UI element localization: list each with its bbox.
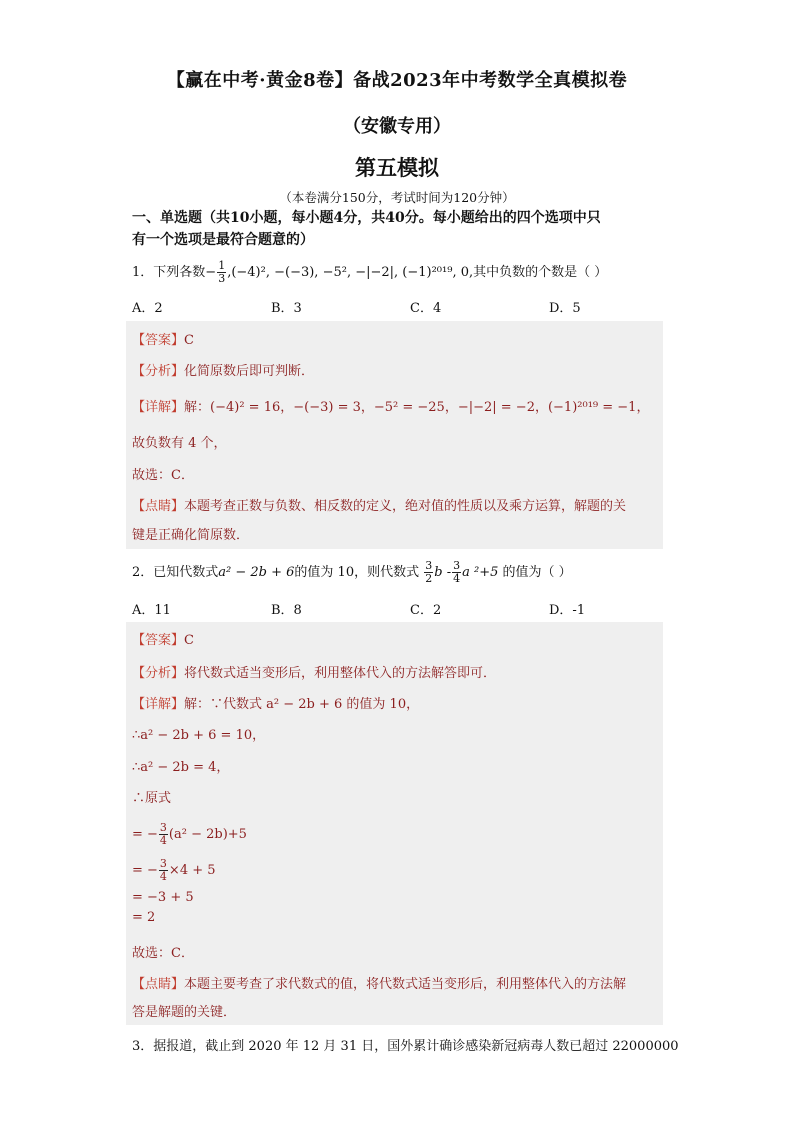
section-heading xyxy=(132,207,672,251)
q2-prefix: 2．已知代数式 xyxy=(132,565,219,580)
q2-mid: 的值为 10，则代数式 xyxy=(294,565,420,580)
q1-suffix: 其中负数的个数是（ ） xyxy=(473,265,608,280)
q2-option-b: B．8 xyxy=(271,603,302,618)
q2-option-c: C．2 xyxy=(410,603,442,618)
q1-answer: 【答案】C xyxy=(132,333,194,348)
q1-option-a: A．2 xyxy=(132,301,163,316)
q1-stem: 1．下列各数− $\frac{1}{3}$ ,(−4)², −(−3), −5², −|−2|, (−1)²⁰¹⁹, 0,其中负数的个数是（ ） xyxy=(132,259,608,285)
q3-stem: 3．据报道，截止到 2020 年 12 月 31 日，国外累计确诊感染新冠病毒人数已超过 22000000 xyxy=(132,1039,679,1054)
q1-option-c: C．4 xyxy=(410,301,442,316)
q1-detail: 【详解】解：(−4)² = 16，−(−3) = 3，−5² = −25，−|−2| = −2，(−1)²⁰¹⁹ = −1， xyxy=(132,400,650,415)
q1-choice: 故选：C． xyxy=(132,468,194,483)
q1-option-d: D．5 xyxy=(549,301,581,316)
q1-analysis: 【分析】化简原数后即可判断． xyxy=(132,364,315,379)
q1-negative-count: 故负数有 4 个， xyxy=(132,436,227,451)
q2-stem xyxy=(132,560,572,585)
q2-fraction-1: $\frac{3}{2}$ xyxy=(425,559,433,585)
q2-fraction-2: $\frac{3}{4}$ xyxy=(453,559,461,585)
q2-step4: = − $\frac{3}{4}$ (a² − 2b)+5 xyxy=(132,821,247,847)
exam-title: 【赢在中考·黄金8卷】备战2023年中考数学全真模拟卷 xyxy=(166,70,628,91)
q2-tail: a ²+5 xyxy=(462,565,499,580)
q1-comment-line1: 【点睛】本题考查正数与负数、相反数的定义，绝对值的性质以及乘方运算，解题的关 xyxy=(132,499,627,514)
q2-step1: ∴a² − 2b + 6 = 10， xyxy=(132,728,266,743)
q2-option-a: A．11 xyxy=(132,603,171,618)
q2-minus: - xyxy=(446,565,452,580)
q2-analysis: 【分析】将代数式适当变形后，利用整体代入的方法解答即可． xyxy=(132,666,497,681)
q1-comment-line2: 键是正确化简原数． xyxy=(132,528,250,543)
exam-subtitle: （本卷满分150分，考试时间为120分钟） xyxy=(279,190,515,205)
exam-set-title: 第五模拟 xyxy=(355,155,439,180)
q2-choice: 故选：C． xyxy=(132,946,194,961)
q1-prefix: 1．下列各数 xyxy=(132,265,206,280)
q2-answer: 【答案】C xyxy=(132,633,194,648)
section-heading-line1: 一、单选题（共10小题，每小题4分，共40分。每小题给出的四个选项中只 xyxy=(132,210,601,226)
section-heading-line2: 有一个选项是最符合题意的） xyxy=(132,232,314,248)
q1-number-list: ,(−4)², −(−3), −5², −|−2|, (−1)²⁰¹⁹, 0, xyxy=(227,265,474,280)
q2-detail: 【详解】解：∵代数式 a² − 2b + 6 的值为 10， xyxy=(132,697,420,712)
q2-comment-line2: 答是解题的关键． xyxy=(132,1005,237,1020)
exam-region: （安徽专用） xyxy=(343,116,451,137)
q2-step3: ∴原式 xyxy=(132,791,172,806)
q2-step6: = −3 + 5 xyxy=(132,890,194,905)
q2-var-b: b xyxy=(434,565,443,580)
q2-option-d: D．-1 xyxy=(549,603,586,618)
q2-step7: = 2 xyxy=(132,910,156,925)
q2-expr: a² − 2b + 6 xyxy=(218,565,295,580)
q2-comment-line1: 【点睛】本题主要考查了求代数式的值，将代数式适当变形后，利用整体代入的方法解 xyxy=(132,977,627,992)
q1-fraction: $\frac{1}{3}$ xyxy=(218,259,226,285)
q2-suffix: 的值为（ ） xyxy=(502,565,572,580)
q1-option-b: B．3 xyxy=(271,301,302,316)
q2-step2: ∴a² − 2b = 4， xyxy=(132,760,230,775)
q2-step5: = − $\frac{3}{4}$ ×4 + 5 xyxy=(132,857,216,883)
